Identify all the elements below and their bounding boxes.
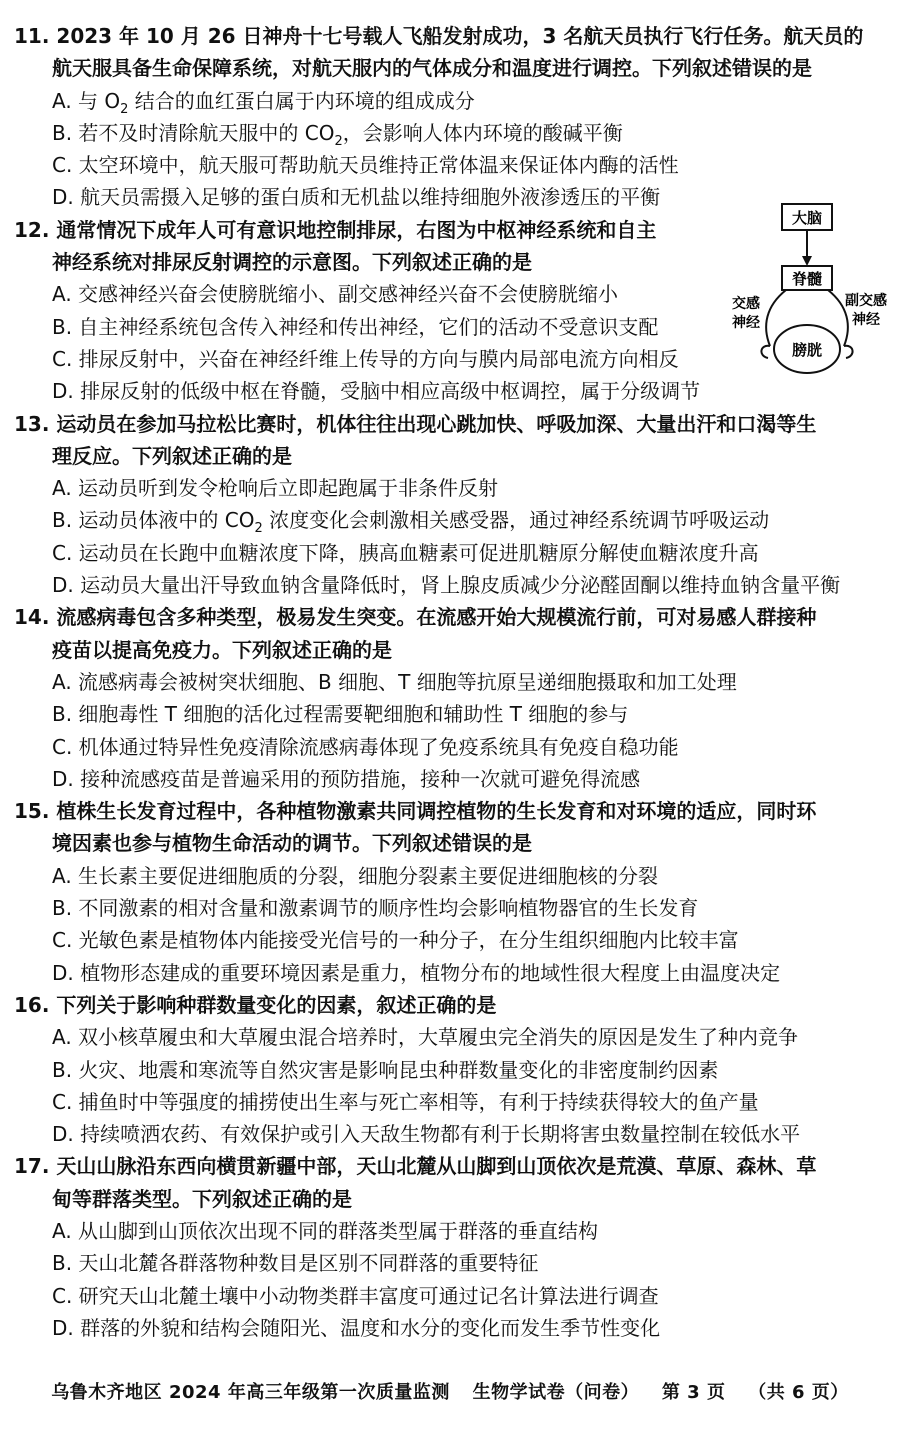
option-B — [14, 1247, 890, 1279]
stem-text: 通常情况下成年人可有意识地控制排尿，右图为中枢神经系统和自主 — [56, 217, 657, 242]
question-stem-line — [14, 20, 890, 52]
stem-text: 理反应。下列叙述正确的是 — [52, 443, 292, 468]
option-text-continued: ，会影响人体内环境的酸碱平衡 — [342, 120, 623, 145]
question-number: 14. — [14, 605, 50, 630]
option-B — [14, 892, 890, 924]
question-stem-line — [14, 246, 752, 278]
option-B — [14, 117, 890, 149]
option-A — [14, 666, 890, 698]
option-B — [14, 1054, 890, 1086]
question-number: 13. — [14, 411, 50, 436]
question-stem-line — [14, 989, 890, 1021]
option-text: D. 群落的外貌和结构会随阳光、温度和水分的变化而发生季节性变化 — [52, 1315, 661, 1340]
option-text: A. 生长素主要促进细胞质的分裂，细胞分裂素主要促进细胞核的分裂 — [52, 863, 659, 888]
option-A — [14, 860, 890, 892]
sympathetic-label-1: 交感 — [732, 296, 760, 312]
footer-exam-title: 乌鲁木齐地区 2024 年高三年级第一次质量监测 — [51, 1382, 450, 1403]
stem-text: 植株生长发育过程中，各种植物激素共同调控植物的生长发育和对环境的适应，同时环 — [56, 799, 817, 824]
stem-text: 神经系统对排尿反射调控的示意图。下列叙述正确的是 — [52, 250, 532, 275]
question-17 — [14, 1150, 890, 1344]
option-text: C. 光敏色素是植物体内能接受光信号的一种分子，在分生组织细胞内比较丰富 — [52, 928, 739, 953]
sympathetic-label-2: 神经 — [732, 315, 760, 331]
option-text: B. 火灾、地震和寒流等自然灾害是影响昆虫种群数量变化的非密度制约因素 — [52, 1057, 719, 1082]
bladder-label: 膀胱 — [791, 341, 823, 359]
option-text: D. 持续喷洒农药、有效保护或引入天敌生物都有利于长期将害虫数量控制在较低水平 — [52, 1122, 801, 1147]
option-A — [14, 1021, 890, 1053]
option-text: B. 若不及时清除航天服中的 CO — [52, 120, 335, 145]
arrow-head-icon — [802, 256, 812, 266]
spinal-cord-label: 脊髓 — [791, 270, 823, 288]
stem-text: 航天服具备生命保障系统，对航天服内的气体成分和温度进行调控。下列叙述错误的是 — [52, 56, 812, 81]
stem-text: 2023 年 10 月 26 日神舟十七号载人飞船发射成功，3 名航天员执行飞行任务。航天员的 — [56, 24, 864, 48]
question-number: 12. — [14, 217, 50, 242]
left-nerve-end-icon — [761, 346, 770, 358]
page-footer — [0, 1378, 900, 1404]
option-B — [14, 311, 752, 343]
option-C — [14, 1086, 890, 1118]
stem-text: 疫苗以提高免疫力。下列叙述正确的是 — [52, 637, 392, 662]
question-number: 17. — [14, 1154, 50, 1179]
question-stem-line — [14, 440, 890, 472]
option-subscript: 2 — [334, 133, 343, 149]
option-C — [14, 343, 752, 375]
option-D — [14, 1312, 890, 1344]
option-text: C. 排尿反射中，兴奋在神经纤维上传导的方向与膜内局部电流方向相反 — [52, 346, 679, 371]
option-text: B. 细胞毒性 T 细胞的活化过程需要靶细胞和辅助性 T 细胞的参与 — [52, 702, 629, 727]
question-14 — [14, 601, 890, 795]
option-D — [14, 957, 890, 989]
parasympathetic-label-2: 神经 — [852, 312, 880, 328]
urination-reflex-diagram — [726, 196, 896, 376]
option-text-continued: 结合的血红蛋白属于内环境的组成成分 — [128, 88, 475, 113]
option-text-continued: 浓度变化会刺激相关感受器，通过神经系统调节呼吸运动 — [262, 508, 770, 533]
option-text: C. 捕鱼时中等强度的捕捞使出生率与死亡率相等，有利于持续获得较大的鱼产量 — [52, 1089, 759, 1114]
option-text: D. 接种流感疫苗是普遍采用的预防措施，接种一次就可避免得流感 — [52, 766, 641, 791]
option-D — [14, 569, 890, 601]
option-C — [14, 731, 890, 763]
option-text: C. 运动员在长跑中血糖浓度下降，胰高血糖素可促进肌糖原分解使血糖浓度升高 — [52, 540, 759, 565]
question-stem-line — [14, 795, 890, 827]
option-A — [14, 85, 890, 117]
option-B — [14, 504, 890, 536]
question-number: 15. — [14, 799, 50, 824]
option-A — [14, 472, 890, 504]
option-text: A. 运动员听到发令枪响后立即起跑属于非条件反射 — [52, 476, 499, 501]
stem-text: 甸等群落类型。下列叙述正确的是 — [52, 1186, 352, 1211]
question-number: 11. — [14, 24, 50, 48]
option-text: C. 太空环境中，航天服可帮助航天员维持正常体温来保证体内酶的活性 — [52, 153, 679, 178]
option-A — [14, 278, 752, 310]
question-stem-line — [14, 827, 890, 859]
stem-text: 运动员在参加马拉松比赛时，机体往往出现心跳加快、呼吸加深、大量出汗和口渴等生 — [56, 411, 817, 436]
question-11 — [14, 20, 890, 214]
option-D — [14, 1118, 890, 1150]
question-13 — [14, 408, 890, 602]
option-D — [14, 763, 890, 795]
option-text: A. 双小核草履虫和大草履虫混合培养时，大草履虫完全消失的原因是发生了种内竞争 — [52, 1025, 799, 1050]
stem-text: 下列关于影响种群数量变化的因素，叙述正确的是 — [56, 992, 497, 1017]
option-text: B. 自主神经系统包含传入神经和传出神经，它们的活动不受意识支配 — [52, 314, 659, 339]
question-16 — [14, 989, 890, 1150]
option-C — [14, 924, 890, 956]
option-text: B. 运动员体液中的 CO — [52, 508, 255, 533]
option-text: C. 研究天山北麓土壤中小动物类群丰富度可通过记名计算法进行调查 — [52, 1283, 659, 1308]
question-number: 16. — [14, 992, 50, 1017]
option-C — [14, 1280, 890, 1312]
option-B — [14, 698, 890, 730]
option-A — [14, 1215, 890, 1247]
option-text: B. 天山北麓各群落物种数目是区别不同群落的重要特征 — [52, 1251, 539, 1276]
option-C — [14, 537, 890, 569]
footer-paper-name: 生物学试卷（问卷） — [472, 1382, 640, 1403]
question-stem-line — [14, 1183, 890, 1215]
option-text: D. 运动员大量出汗导致血钠含量降低时，肾上腺皮质减少分泌醛固酮以维持血钠含量平衡 — [52, 573, 841, 598]
option-text: D. 排尿反射的低级中枢在脊髓，受脑中相应高级中枢调控，属于分级调节 — [52, 379, 701, 404]
right-nerve-end-icon — [844, 346, 853, 358]
question-stem-line — [14, 214, 714, 246]
option-subscript: 2 — [254, 521, 263, 537]
question-stem-line — [14, 601, 890, 633]
question-stem-line — [14, 1150, 890, 1182]
footer-page-number: 第 3 页 — [661, 1382, 726, 1403]
stem-text: 境因素也参与植物生命活动的调节。下列叙述错误的是 — [52, 831, 532, 856]
question-stem-line — [14, 52, 890, 84]
option-text: A. 与 O — [52, 88, 121, 113]
option-subscript: 2 — [120, 101, 129, 117]
question-15 — [14, 795, 890, 989]
option-text: A. 交感神经兴奋会使膀胱缩小、副交感神经兴奋不会使膀胱缩小 — [52, 282, 619, 307]
sympathetic-nerve-path — [766, 290, 786, 346]
question-stem-line — [14, 634, 890, 666]
option-C — [14, 149, 890, 181]
option-text: D. 航天员需摄入足够的蛋白质和无机盐以维持细胞外液渗透压的平衡 — [52, 185, 661, 210]
option-text: B. 不同激素的相对含量和激素调节的顺序性均会影响植物器官的生长发育 — [52, 896, 699, 921]
option-text: A. 流感病毒会被树突状细胞、B 细胞、T 细胞等抗原呈递细胞摄取和加工处理 — [52, 669, 737, 694]
option-text: A. 从山脚到山顶依次出现不同的群落类型属于群落的垂直结构 — [52, 1218, 599, 1243]
option-D — [14, 375, 752, 407]
stem-text: 天山山脉沿东西向横贯新疆中部，天山北麓从山脚到山顶依次是荒漠、草原、森林、草 — [56, 1154, 817, 1179]
parasympathetic-label-1: 副交感 — [845, 293, 887, 309]
option-text: C. 机体通过特异性免疫清除流感病毒体现了免疫系统具有免疫自稳功能 — [52, 734, 679, 759]
footer-total-pages: （共 6 页） — [748, 1382, 849, 1403]
option-text: D. 植物形态建成的重要环境因素是重力，植物分布的地域性很大程度上由温度决定 — [52, 960, 781, 985]
question-stem-line — [14, 408, 890, 440]
stem-text: 流感病毒包含多种类型，极易发生突变。在流感开始大规模流行前，可对易感人群接种 — [56, 605, 817, 630]
brain-label: 大脑 — [791, 209, 823, 227]
